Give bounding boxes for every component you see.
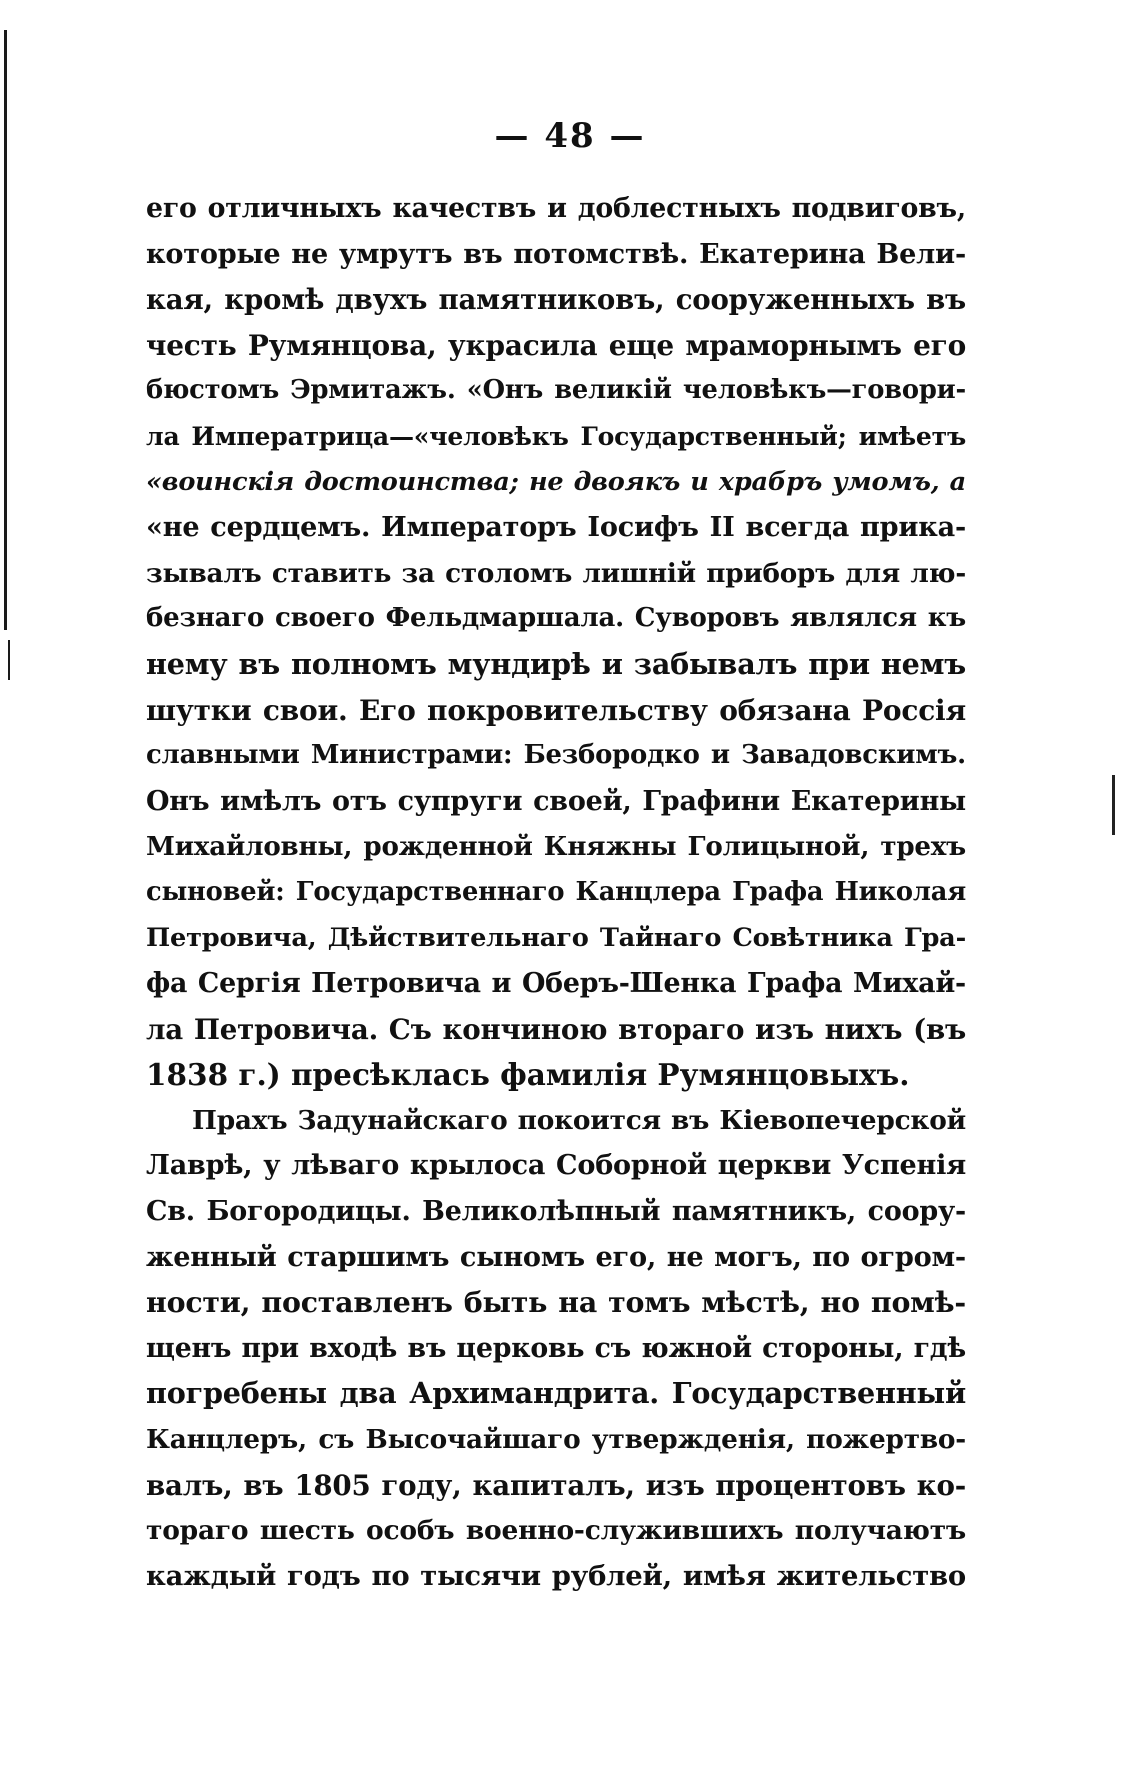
text-line: фа Сергія Петровича и Оберъ-Шенка Графа Михай- bbox=[146, 968, 966, 1000]
text-line: бюстомъ Эрмитажъ. «Онъ великій человѣкъ—говори- bbox=[146, 375, 966, 406]
text-line: Канцлеръ, съ Высочайшаго утвержденія, пожертво- bbox=[146, 1424, 966, 1456]
text-line: «воинскія достоинства; не двоякъ и храбръ умомъ, а bbox=[146, 466, 966, 497]
text-line: честь Румянцова, украсила еще мраморнымъ его bbox=[146, 328, 966, 362]
text-line: женный старшимъ сыномъ его, не могъ, по огром- bbox=[146, 1240, 966, 1273]
text-line: славными Министрами: Безбородко и Завадовскимъ. bbox=[146, 740, 966, 771]
text-line: щенъ при входѣ въ церковь съ южной стороны, гдѣ bbox=[146, 1332, 966, 1364]
text-line: зывалъ ставить за столомъ лишній приборъ для лю- bbox=[146, 557, 966, 589]
text-line: Лаврѣ, у лѣваго крылоса Соборной церкви Успенія bbox=[146, 1150, 966, 1182]
text-line: ла Императрица—«человѣкъ Государственный; имѣетъ bbox=[146, 420, 966, 451]
text-line: валъ, въ 1805 году, капиталъ, изъ процентовъ ко- bbox=[146, 1468, 966, 1502]
text-line: 1838 г.) пресѣклась фамилія Румянцовыхъ. bbox=[146, 1057, 910, 1093]
text-line: каждый годъ по тысячи рублей, имѣя жительство bbox=[146, 1559, 966, 1592]
scan-margin-mark bbox=[1112, 775, 1115, 835]
text-line: шутки свои. Его покровительству обязана Россія bbox=[146, 693, 966, 727]
text-line: ла Петровича. Съ кончиною втораго изъ нихъ (въ bbox=[146, 1012, 966, 1046]
text-line: кая, кромѣ двухъ памятниковъ, сооруженныхъ въ bbox=[146, 283, 966, 317]
text-line: нему въ полномъ мундирѣ и забывалъ при немъ bbox=[146, 646, 966, 681]
scan-edge-line-lower bbox=[8, 640, 10, 680]
text-line: тораго шесть особъ военно-служившихъ получаютъ bbox=[146, 1515, 966, 1547]
text-line: которые не умрутъ въ потомствѣ. Екатерина Вели- bbox=[146, 238, 966, 270]
text-line: Онъ имѣлъ отъ супруги своей, Графини Екатерины bbox=[146, 785, 966, 817]
text-line: Прахъ Задунайскаго покоится въ Кіевопечерской bbox=[192, 1104, 966, 1136]
page-number: — 48 — bbox=[494, 116, 646, 156]
text-line: погребены два Архимандрита. Государственный bbox=[146, 1376, 966, 1411]
text-line: Петровича, Дѣйствительнаго Тайнаго Совѣтника Гра- bbox=[146, 922, 966, 953]
text-line: Св. Богородицы. Великолѣпный памятникъ, соору- bbox=[146, 1196, 966, 1228]
text-line: его отличныхъ качествъ и доблестныхъ подвиговъ, bbox=[146, 193, 966, 224]
text-line: сыновей: Государственнаго Канцлера Графа Николая bbox=[146, 876, 966, 907]
text-line: безнаго своего Фельдмаршала. Суворовъ являлся къ bbox=[146, 603, 966, 634]
text-line: «не сердцемъ. Императоръ Іосифъ II всегда прика- bbox=[146, 512, 966, 544]
text-line: ности, поставленъ быть на томъ мѣстѣ, но помѣ- bbox=[146, 1285, 966, 1320]
body-text bbox=[146, 186, 966, 1599]
text-line: Михайловны, рожденной Княжны Голицыной, трехъ bbox=[146, 831, 966, 863]
